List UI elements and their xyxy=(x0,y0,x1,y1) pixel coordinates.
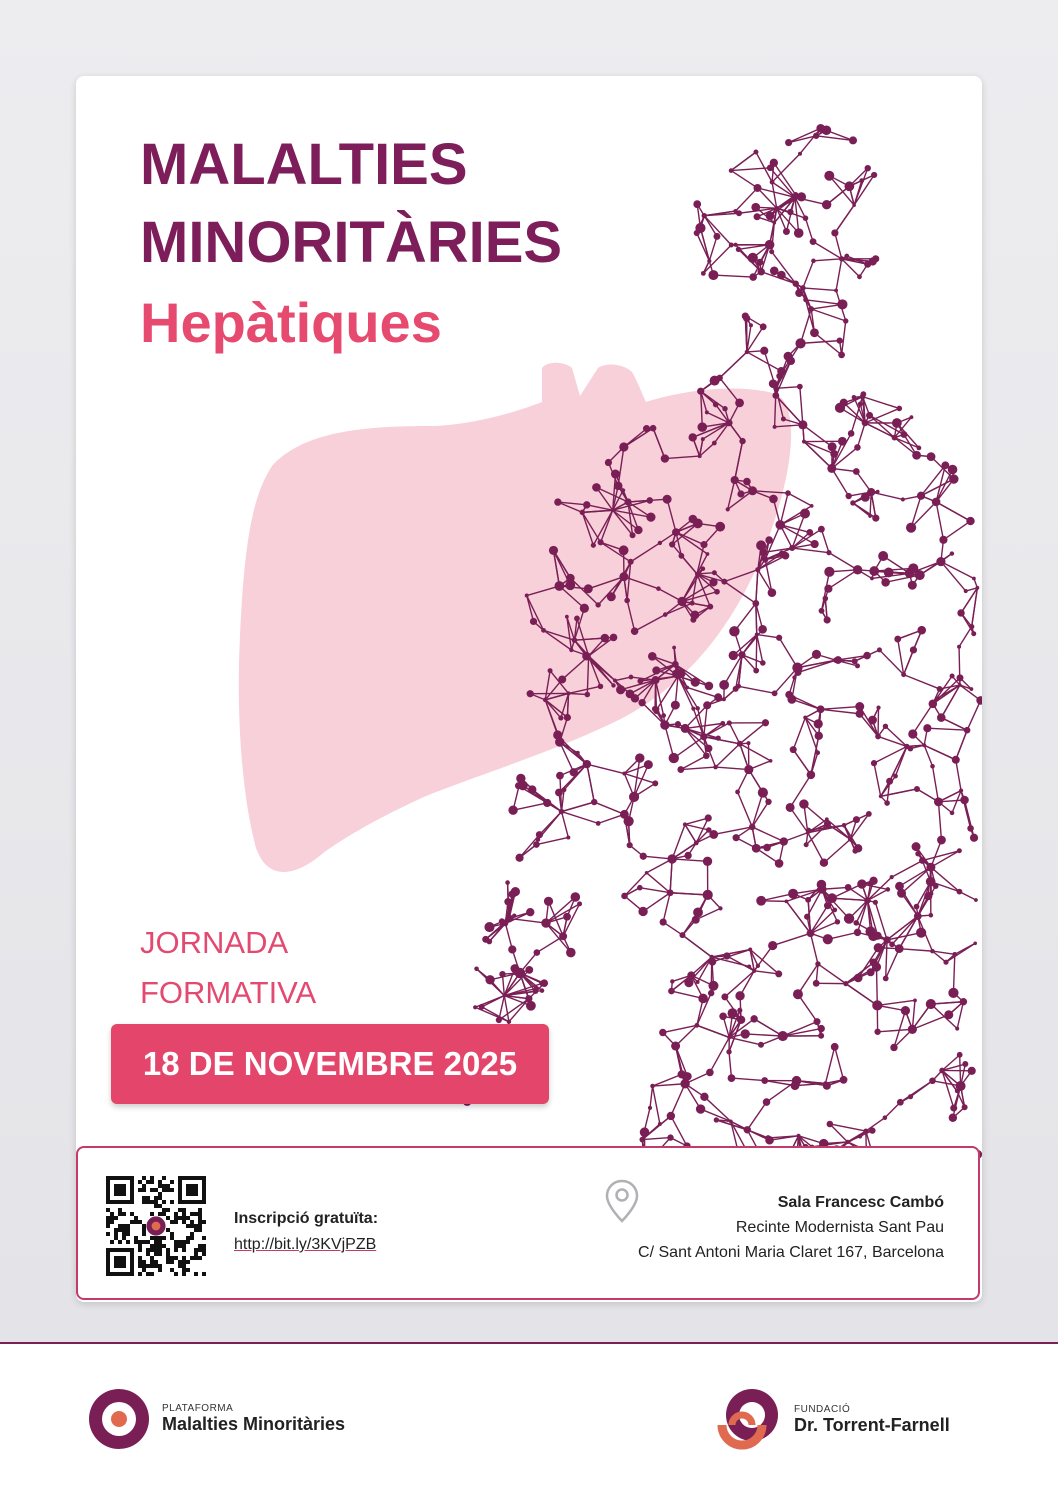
plataforma-logo[interactable] xyxy=(88,1388,345,1450)
plataforma-logo-big: Malalties Minoritàries xyxy=(162,1414,345,1435)
qr-code-icon[interactable] xyxy=(106,1176,206,1276)
subtitle: Hepàtiques xyxy=(140,290,442,356)
info-box xyxy=(76,1146,980,1300)
registration xyxy=(234,1206,378,1258)
fundacio-logo-small: FUNDACIÓ xyxy=(794,1404,950,1415)
title-line-1: MALALTIES xyxy=(140,134,468,196)
plataforma-logo-icon xyxy=(88,1388,150,1450)
poster-card xyxy=(76,76,982,1302)
fundacio-logo[interactable] xyxy=(712,1385,950,1455)
fundacio-logo-icon xyxy=(712,1385,782,1455)
venue xyxy=(638,1190,944,1265)
location-pin-icon xyxy=(604,1178,640,1224)
venue-line-2: Recinte Modernista Sant Pau xyxy=(638,1215,944,1240)
fundacio-logo-big: Dr. Torrent-Farnell xyxy=(794,1415,950,1436)
registration-label: Inscripció gratuïta: xyxy=(234,1206,378,1232)
plataforma-logo-small: PLATAFORMA xyxy=(162,1403,345,1414)
title-line-2: MINORITÀRIES xyxy=(140,212,562,274)
venue-address: C/ Sant Antoni Maria Claret 167, Barcelona xyxy=(638,1240,944,1265)
event-type-line-2: FORMATIVA xyxy=(140,968,316,1018)
venue-name: Sala Francesc Cambó xyxy=(638,1190,944,1215)
date-badge: 18 DE NOVEMBRE 2025 xyxy=(111,1024,549,1104)
event-type xyxy=(140,918,316,1018)
liver-shape xyxy=(239,363,791,872)
event-type-line-1: JORNADA xyxy=(140,918,316,968)
registration-link[interactable]: http://bit.ly/3KVjPZB xyxy=(234,1236,376,1253)
